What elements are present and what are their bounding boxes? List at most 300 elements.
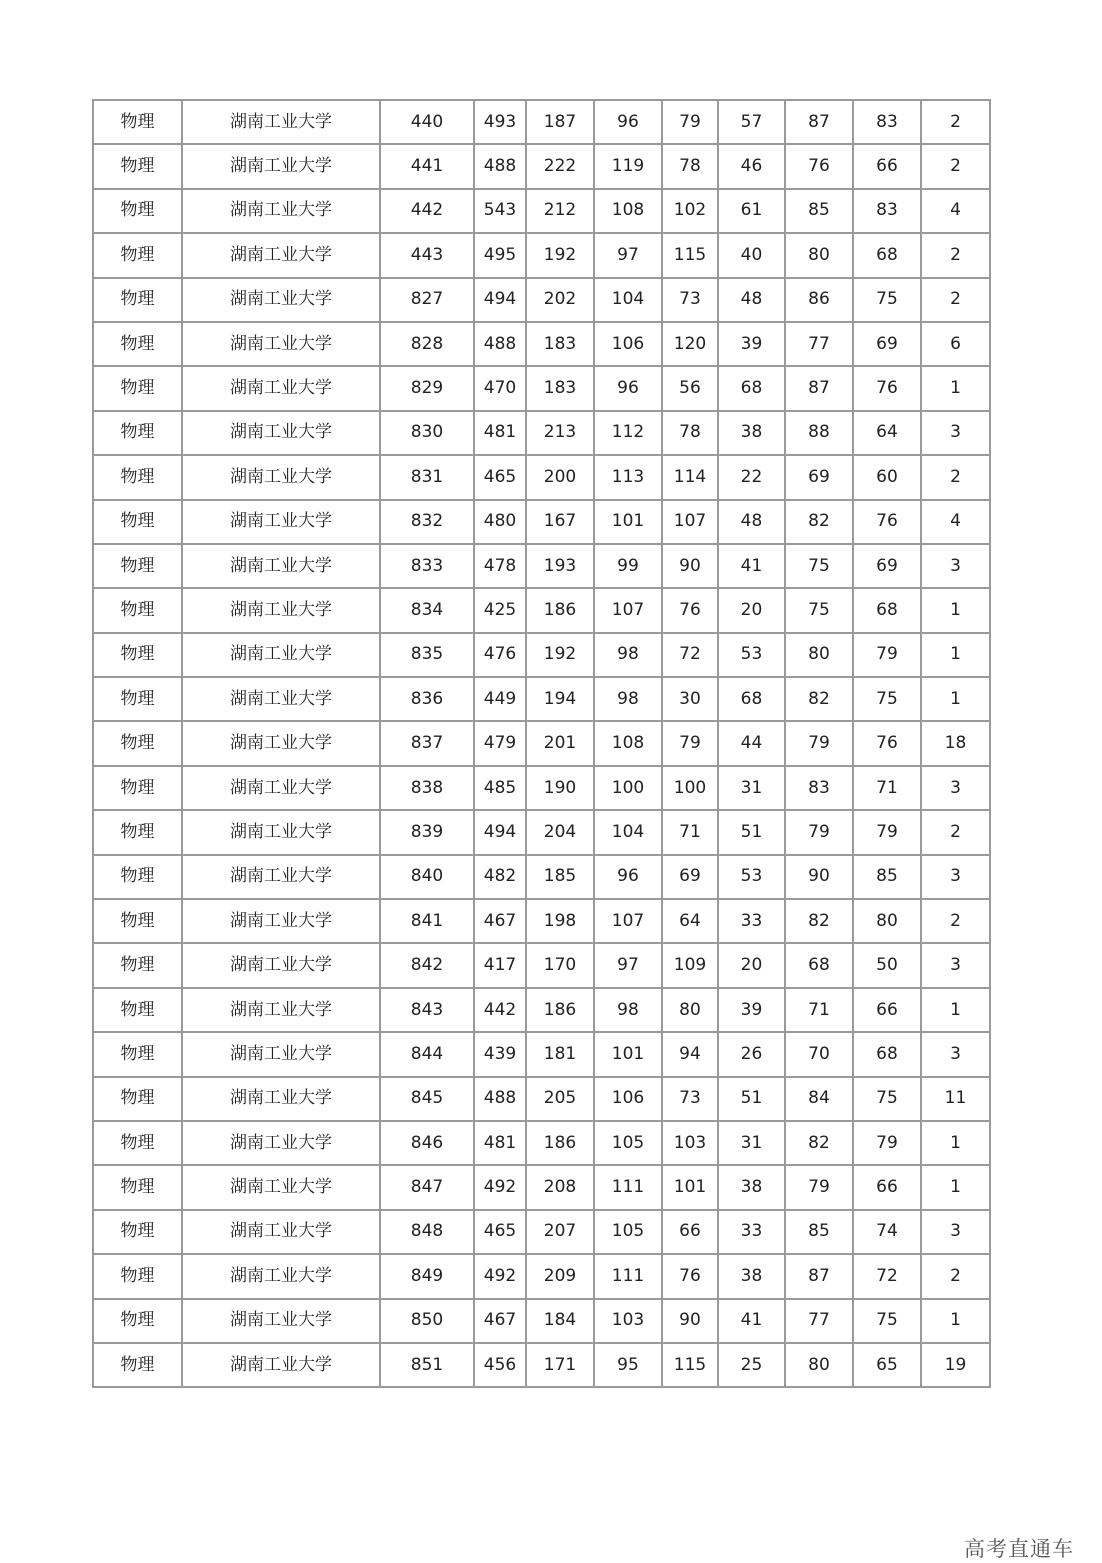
cell-col-10: 80 [853, 899, 921, 943]
cell-col-10: 69 [853, 322, 921, 366]
cell-code: 850 [380, 1299, 474, 1343]
cell-col-10: 75 [853, 1077, 921, 1121]
cell-col-4: 492 [474, 1254, 526, 1298]
cell-col-5: 170 [526, 943, 594, 987]
cell-col-6: 97 [594, 233, 662, 277]
cell-col-8: 26 [718, 1032, 785, 1076]
cell-col-6: 108 [594, 721, 662, 765]
cell-col-11: 1 [921, 1121, 990, 1165]
cell-col-8: 41 [718, 1299, 785, 1343]
cell-col-11: 18 [921, 721, 990, 765]
cell-col-8: 39 [718, 322, 785, 366]
cell-university: 湖南工业大学 [182, 278, 380, 322]
cell-col-11: 1 [921, 366, 990, 410]
cell-col-5: 222 [526, 144, 594, 188]
cell-col-5: 184 [526, 1299, 594, 1343]
cell-col-8: 53 [718, 855, 785, 899]
cell-code: 839 [380, 810, 474, 854]
cell-col-8: 53 [718, 633, 785, 677]
cell-subject: 物理 [93, 855, 182, 899]
cell-code: 828 [380, 322, 474, 366]
cell-col-9: 79 [785, 810, 853, 854]
cell-col-7: 102 [662, 189, 718, 233]
cell-col-9: 76 [785, 144, 853, 188]
cell-subject: 物理 [93, 1343, 182, 1387]
table-row [93, 1165, 990, 1209]
table-row [93, 988, 990, 1032]
cell-col-4: 470 [474, 366, 526, 410]
cell-col-5: 205 [526, 1077, 594, 1121]
cell-col-5: 183 [526, 366, 594, 410]
cell-col-4: 494 [474, 810, 526, 854]
cell-col-4: 482 [474, 855, 526, 899]
cell-col-8: 68 [718, 366, 785, 410]
cell-col-6: 96 [594, 366, 662, 410]
cell-col-6: 111 [594, 1165, 662, 1209]
cell-col-11: 11 [921, 1077, 990, 1121]
cell-col-5: 193 [526, 544, 594, 588]
cell-col-6: 105 [594, 1121, 662, 1165]
cell-col-4: 456 [474, 1343, 526, 1387]
cell-col-11: 3 [921, 855, 990, 899]
cell-col-6: 119 [594, 144, 662, 188]
cell-col-8: 31 [718, 766, 785, 810]
cell-code: 844 [380, 1032, 474, 1076]
cell-col-6: 106 [594, 1077, 662, 1121]
cell-col-6: 112 [594, 411, 662, 455]
cell-col-8: 61 [718, 189, 785, 233]
cell-col-5: 186 [526, 1121, 594, 1165]
cell-col-10: 68 [853, 233, 921, 277]
cell-subject: 物理 [93, 1121, 182, 1165]
cell-subject: 物理 [93, 189, 182, 233]
cell-col-4: 442 [474, 988, 526, 1032]
cell-code: 849 [380, 1254, 474, 1298]
cell-col-5: 167 [526, 500, 594, 544]
cell-col-6: 101 [594, 500, 662, 544]
cell-col-9: 80 [785, 233, 853, 277]
cell-code: 840 [380, 855, 474, 899]
cell-col-8: 39 [718, 988, 785, 1032]
cell-subject: 物理 [93, 988, 182, 1032]
cell-col-5: 187 [526, 100, 594, 144]
table-row [93, 189, 990, 233]
cell-col-8: 51 [718, 1077, 785, 1121]
cell-col-5: 186 [526, 988, 594, 1032]
cell-col-6: 111 [594, 1254, 662, 1298]
cell-col-6: 101 [594, 1032, 662, 1076]
cell-col-11: 1 [921, 588, 990, 632]
cell-university: 湖南工业大学 [182, 322, 380, 366]
cell-university: 湖南工业大学 [182, 1343, 380, 1387]
cell-col-5: 186 [526, 588, 594, 632]
table-row [93, 366, 990, 410]
cell-university: 湖南工业大学 [182, 1165, 380, 1209]
cell-col-11: 2 [921, 455, 990, 499]
cell-col-9: 80 [785, 633, 853, 677]
cell-col-10: 83 [853, 189, 921, 233]
cell-col-7: 107 [662, 500, 718, 544]
cell-col-10: 66 [853, 988, 921, 1032]
cell-col-10: 76 [853, 721, 921, 765]
cell-col-8: 20 [718, 588, 785, 632]
cell-university: 湖南工业大学 [182, 1032, 380, 1076]
cell-subject: 物理 [93, 721, 182, 765]
cell-col-6: 107 [594, 588, 662, 632]
cell-col-4: 465 [474, 1210, 526, 1254]
cell-code: 845 [380, 1077, 474, 1121]
table-row [93, 544, 990, 588]
cell-university: 湖南工业大学 [182, 943, 380, 987]
cell-col-11: 1 [921, 633, 990, 677]
cell-col-9: 77 [785, 322, 853, 366]
cell-col-7: 80 [662, 988, 718, 1032]
cell-subject: 物理 [93, 1032, 182, 1076]
cell-col-4: 488 [474, 322, 526, 366]
cell-col-7: 73 [662, 278, 718, 322]
cell-university: 湖南工业大学 [182, 855, 380, 899]
cell-col-5: 183 [526, 322, 594, 366]
cell-col-9: 88 [785, 411, 853, 455]
cell-col-4: 467 [474, 1299, 526, 1343]
cell-subject: 物理 [93, 100, 182, 144]
cell-col-11: 1 [921, 1299, 990, 1343]
cell-code: 829 [380, 366, 474, 410]
table-row [93, 677, 990, 721]
cell-code: 848 [380, 1210, 474, 1254]
cell-subject: 物理 [93, 322, 182, 366]
cell-col-4: 439 [474, 1032, 526, 1076]
cell-subject: 物理 [93, 677, 182, 721]
cell-col-11: 4 [921, 500, 990, 544]
cell-col-9: 71 [785, 988, 853, 1032]
cell-col-11: 6 [921, 322, 990, 366]
cell-col-11: 2 [921, 233, 990, 277]
cell-col-8: 40 [718, 233, 785, 277]
cell-university: 湖南工业大学 [182, 633, 380, 677]
cell-col-8: 48 [718, 278, 785, 322]
cell-col-11: 4 [921, 189, 990, 233]
cell-code: 851 [380, 1343, 474, 1387]
table-row [93, 455, 990, 499]
cell-col-7: 100 [662, 766, 718, 810]
cell-col-5: 181 [526, 1032, 594, 1076]
cell-university: 湖南工业大学 [182, 100, 380, 144]
cell-col-9: 70 [785, 1032, 853, 1076]
cell-col-5: 198 [526, 899, 594, 943]
cell-col-10: 68 [853, 1032, 921, 1076]
cell-subject: 物理 [93, 455, 182, 499]
cell-col-10: 60 [853, 455, 921, 499]
table-row [93, 1121, 990, 1165]
cell-col-10: 65 [853, 1343, 921, 1387]
cell-col-8: 41 [718, 544, 785, 588]
cell-code: 837 [380, 721, 474, 765]
cell-col-7: 76 [662, 1254, 718, 1298]
cell-university: 湖南工业大学 [182, 721, 380, 765]
cell-col-5: 190 [526, 766, 594, 810]
cell-code: 836 [380, 677, 474, 721]
cell-col-11: 19 [921, 1343, 990, 1387]
cell-col-11: 3 [921, 411, 990, 455]
table-row [93, 100, 990, 144]
cell-col-8: 44 [718, 721, 785, 765]
cell-col-7: 30 [662, 677, 718, 721]
cell-subject: 物理 [93, 1254, 182, 1298]
cell-col-4: 465 [474, 455, 526, 499]
cell-col-4: 481 [474, 1121, 526, 1165]
cell-code: 832 [380, 500, 474, 544]
table-row [93, 278, 990, 322]
cell-col-10: 50 [853, 943, 921, 987]
cell-col-10: 74 [853, 1210, 921, 1254]
cell-col-9: 86 [785, 278, 853, 322]
cell-col-4: 449 [474, 677, 526, 721]
cell-code: 838 [380, 766, 474, 810]
cell-col-10: 69 [853, 544, 921, 588]
cell-code: 441 [380, 144, 474, 188]
cell-code: 442 [380, 189, 474, 233]
cell-col-9: 82 [785, 677, 853, 721]
cell-col-11: 2 [921, 1254, 990, 1298]
cell-university: 湖南工业大学 [182, 411, 380, 455]
cell-subject: 物理 [93, 233, 182, 277]
cell-col-7: 79 [662, 721, 718, 765]
cell-col-7: 115 [662, 1343, 718, 1387]
cell-col-7: 66 [662, 1210, 718, 1254]
cell-col-4: 493 [474, 100, 526, 144]
cell-col-10: 66 [853, 144, 921, 188]
cell-col-5: 194 [526, 677, 594, 721]
cell-col-5: 200 [526, 455, 594, 499]
cell-university: 湖南工业大学 [182, 766, 380, 810]
cell-university: 湖南工业大学 [182, 1299, 380, 1343]
cell-col-8: 57 [718, 100, 785, 144]
cell-code: 842 [380, 943, 474, 987]
cell-col-8: 38 [718, 1165, 785, 1209]
cell-university: 湖南工业大学 [182, 1254, 380, 1298]
cell-subject: 物理 [93, 943, 182, 987]
cell-university: 湖南工业大学 [182, 233, 380, 277]
table-row [93, 411, 990, 455]
cell-col-10: 79 [853, 810, 921, 854]
cell-university: 湖南工业大学 [182, 1210, 380, 1254]
cell-col-5: 201 [526, 721, 594, 765]
cell-col-8: 31 [718, 1121, 785, 1165]
cell-col-7: 78 [662, 411, 718, 455]
cell-col-10: 85 [853, 855, 921, 899]
cell-col-11: 1 [921, 988, 990, 1032]
cell-col-5: 204 [526, 810, 594, 854]
cell-col-11: 1 [921, 677, 990, 721]
cell-university: 湖南工业大学 [182, 189, 380, 233]
cell-col-5: 192 [526, 233, 594, 277]
cell-col-11: 1 [921, 1165, 990, 1209]
cell-subject: 物理 [93, 633, 182, 677]
cell-col-7: 109 [662, 943, 718, 987]
cell-col-8: 38 [718, 1254, 785, 1298]
cell-col-9: 82 [785, 1121, 853, 1165]
cell-code: 440 [380, 100, 474, 144]
cell-col-7: 64 [662, 899, 718, 943]
cell-col-11: 3 [921, 544, 990, 588]
table-row [93, 721, 990, 765]
cell-col-10: 83 [853, 100, 921, 144]
cell-col-7: 71 [662, 810, 718, 854]
cell-col-10: 66 [853, 1165, 921, 1209]
cell-university: 湖南工业大学 [182, 899, 380, 943]
table-row [93, 588, 990, 632]
cell-col-8: 33 [718, 899, 785, 943]
cell-col-7: 94 [662, 1032, 718, 1076]
cell-col-6: 96 [594, 100, 662, 144]
cell-col-11: 2 [921, 144, 990, 188]
cell-col-9: 87 [785, 1254, 853, 1298]
cell-col-4: 425 [474, 588, 526, 632]
cell-col-9: 69 [785, 455, 853, 499]
cell-subject: 物理 [93, 500, 182, 544]
cell-subject: 物理 [93, 544, 182, 588]
cell-university: 湖南工业大学 [182, 366, 380, 410]
cell-code: 841 [380, 899, 474, 943]
score-table [92, 99, 991, 1388]
cell-university: 湖南工业大学 [182, 588, 380, 632]
cell-col-4: 480 [474, 500, 526, 544]
cell-col-6: 108 [594, 189, 662, 233]
cell-col-6: 103 [594, 1299, 662, 1343]
cell-col-4: 478 [474, 544, 526, 588]
cell-subject: 物理 [93, 766, 182, 810]
cell-university: 湖南工业大学 [182, 1121, 380, 1165]
cell-col-8: 22 [718, 455, 785, 499]
cell-col-7: 120 [662, 322, 718, 366]
cell-col-10: 75 [853, 278, 921, 322]
cell-code: 835 [380, 633, 474, 677]
cell-col-6: 98 [594, 677, 662, 721]
cell-col-11: 3 [921, 1032, 990, 1076]
cell-col-10: 64 [853, 411, 921, 455]
cell-col-6: 104 [594, 810, 662, 854]
cell-col-5: 185 [526, 855, 594, 899]
cell-col-8: 48 [718, 500, 785, 544]
cell-col-9: 82 [785, 899, 853, 943]
cell-col-10: 75 [853, 1299, 921, 1343]
table-row [93, 1210, 990, 1254]
cell-col-9: 87 [785, 366, 853, 410]
cell-col-5: 208 [526, 1165, 594, 1209]
cell-col-10: 79 [853, 633, 921, 677]
watermark-text: 高考直通车 [964, 1537, 1074, 1561]
cell-col-4: 485 [474, 766, 526, 810]
cell-col-9: 85 [785, 189, 853, 233]
cell-col-4: 488 [474, 1077, 526, 1121]
cell-col-10: 79 [853, 1121, 921, 1165]
cell-col-4: 481 [474, 411, 526, 455]
cell-university: 湖南工业大学 [182, 810, 380, 854]
cell-subject: 物理 [93, 1165, 182, 1209]
cell-col-5: 207 [526, 1210, 594, 1254]
cell-col-9: 79 [785, 721, 853, 765]
cell-col-9: 83 [785, 766, 853, 810]
table-row [93, 1077, 990, 1121]
cell-col-8: 20 [718, 943, 785, 987]
cell-code: 827 [380, 278, 474, 322]
cell-subject: 物理 [93, 278, 182, 322]
cell-subject: 物理 [93, 1077, 182, 1121]
cell-col-7: 79 [662, 100, 718, 144]
cell-col-6: 97 [594, 943, 662, 987]
cell-col-5: 171 [526, 1343, 594, 1387]
table-row [93, 322, 990, 366]
cell-subject: 物理 [93, 411, 182, 455]
cell-subject: 物理 [93, 144, 182, 188]
cell-col-7: 78 [662, 144, 718, 188]
cell-subject: 物理 [93, 366, 182, 410]
cell-col-8: 38 [718, 411, 785, 455]
cell-col-7: 115 [662, 233, 718, 277]
cell-col-10: 76 [853, 500, 921, 544]
cell-col-6: 100 [594, 766, 662, 810]
cell-subject: 物理 [93, 899, 182, 943]
cell-col-9: 75 [785, 588, 853, 632]
cell-col-7: 90 [662, 1299, 718, 1343]
table-row [93, 855, 990, 899]
cell-col-8: 25 [718, 1343, 785, 1387]
cell-col-6: 106 [594, 322, 662, 366]
table-row [93, 144, 990, 188]
cell-subject: 物理 [93, 810, 182, 854]
cell-code: 831 [380, 455, 474, 499]
cell-col-6: 113 [594, 455, 662, 499]
cell-col-4: 417 [474, 943, 526, 987]
table-row [93, 233, 990, 277]
cell-col-5: 209 [526, 1254, 594, 1298]
cell-col-7: 76 [662, 588, 718, 632]
cell-col-6: 105 [594, 1210, 662, 1254]
cell-col-4: 488 [474, 144, 526, 188]
cell-col-9: 85 [785, 1210, 853, 1254]
cell-col-7: 56 [662, 366, 718, 410]
table-row [93, 810, 990, 854]
cell-col-9: 82 [785, 500, 853, 544]
cell-col-9: 84 [785, 1077, 853, 1121]
table-row [93, 943, 990, 987]
cell-code: 443 [380, 233, 474, 277]
cell-col-10: 75 [853, 677, 921, 721]
table-row [93, 1299, 990, 1343]
cell-col-5: 212 [526, 189, 594, 233]
table-row [93, 1032, 990, 1076]
cell-col-9: 68 [785, 943, 853, 987]
cell-code: 843 [380, 988, 474, 1032]
cell-col-6: 98 [594, 988, 662, 1032]
cell-code: 834 [380, 588, 474, 632]
cell-col-9: 75 [785, 544, 853, 588]
cell-col-9: 80 [785, 1343, 853, 1387]
cell-col-7: 73 [662, 1077, 718, 1121]
table-body [93, 100, 990, 1387]
cell-col-11: 2 [921, 100, 990, 144]
cell-col-8: 46 [718, 144, 785, 188]
cell-col-10: 76 [853, 366, 921, 410]
cell-university: 湖南工业大学 [182, 144, 380, 188]
cell-col-6: 95 [594, 1343, 662, 1387]
cell-col-7: 101 [662, 1165, 718, 1209]
cell-col-6: 104 [594, 278, 662, 322]
cell-university: 湖南工业大学 [182, 455, 380, 499]
cell-code: 846 [380, 1121, 474, 1165]
cell-col-4: 479 [474, 721, 526, 765]
